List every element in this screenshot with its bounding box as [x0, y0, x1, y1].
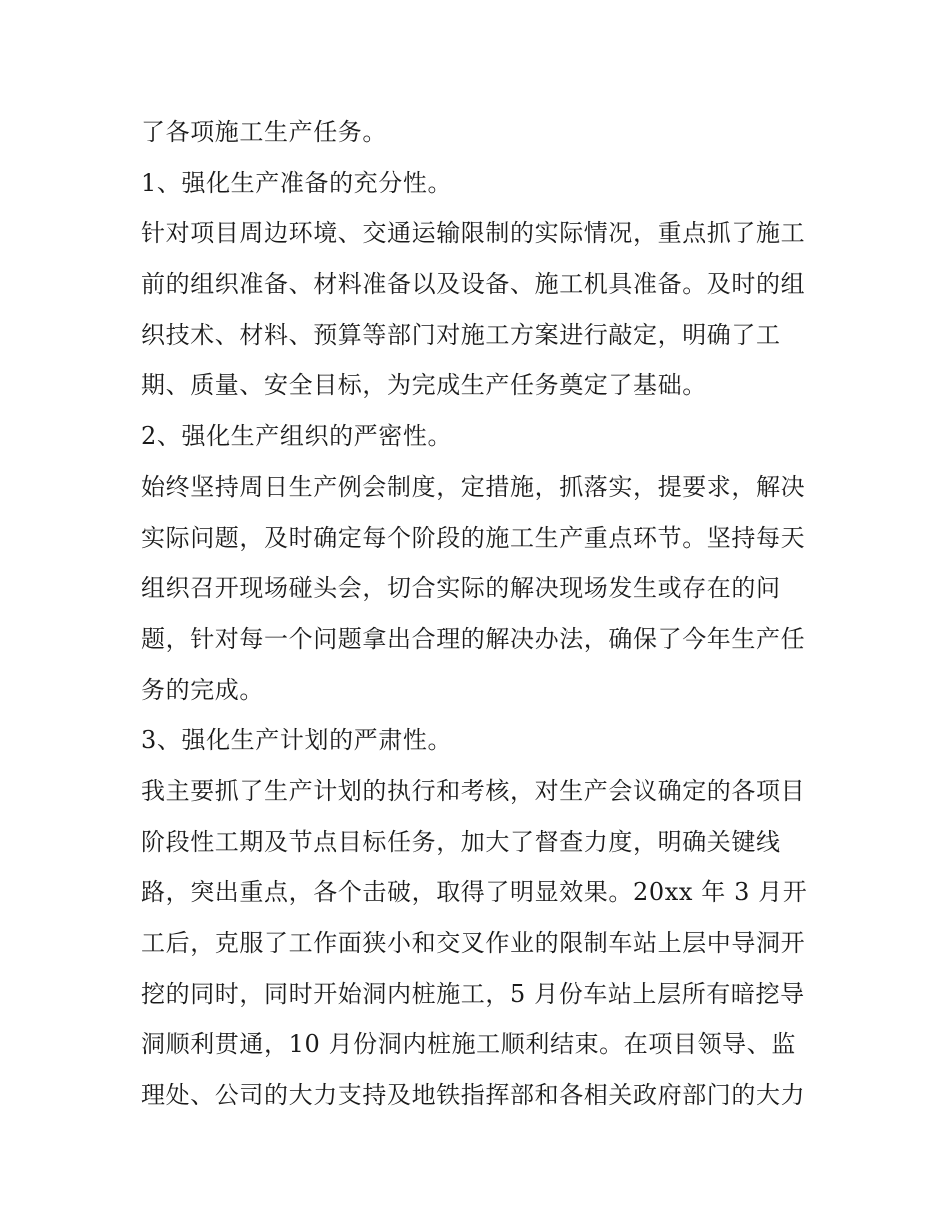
text-line: 针对项目周边环境、交通运输限制的实际情况，重点抓了施工 — [141, 219, 806, 248]
section-heading-1: 1、强化生产准备的充分性。 — [141, 168, 453, 197]
document-body — [141, 107, 813, 1121]
text-line: 组织召开现场碰头会，切合实际的解决现场发生或存在的问 — [141, 574, 781, 603]
text-line: 理处、公司的大力支持及地铁指挥部和各相关政府部门的大力 — [141, 1081, 806, 1110]
text-line: 挖的同时，同时开始洞内桩施工，5 月份车站上层所有暗挖导 — [141, 979, 805, 1008]
text-line: 路，突出重点，各个击破，取得了明显效果。20xx 年 3 月开 — [141, 878, 808, 907]
text-line: 我主要抓了生产计划的执行和考核，对生产会议确定的各项目 — [141, 776, 806, 805]
text-line: 题，针对每一个问题拿出合理的解决办法，确保了今年生产任 — [141, 624, 806, 653]
text-line: 始终坚持周日生产例会制度，定措施，抓落实，提要求，解决 — [141, 472, 806, 501]
text-line: 阶段性工期及节点目标任务，加大了督查力度，明确关键线 — [141, 827, 781, 856]
text-line: 务的完成。 — [141, 675, 264, 704]
text-line: 织技术、材料、预算等部门对施工方案进行敲定，明确了工 — [141, 320, 781, 349]
text-line: 工后，克服了工作面狭小和交叉作业的限制车站上层中导洞开 — [141, 929, 806, 957]
section-heading-2: 2、强化生产组织的严密性。 — [141, 422, 453, 451]
text-line: 期、质量、安全目标，为完成生产任务奠定了基础。 — [141, 371, 707, 400]
text-line: 了各项施工生产任务。 — [141, 118, 387, 146]
section-heading-3: 3、强化生产计划的严肃性。 — [141, 726, 453, 755]
text-line: 实际问题，及时确定每个阶段的施工生产重点环节。坚持每天 — [141, 523, 806, 552]
text-line: 洞顺利贯通，10 月份洞内桩施工顺利结束。在项目领导、监 — [141, 1030, 796, 1059]
text-line: 前的组织准备、材料准备以及设备、施工机具准备。及时的组 — [141, 270, 806, 299]
